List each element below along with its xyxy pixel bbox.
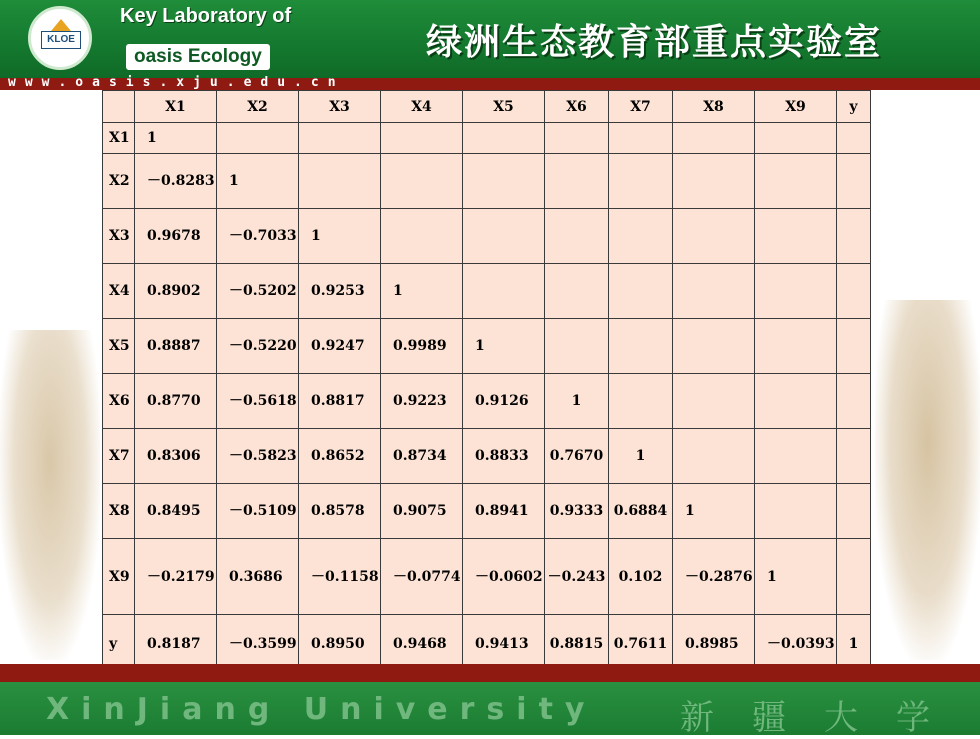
table-cell: 0.8578 <box>299 484 381 539</box>
table-cell <box>545 123 609 154</box>
table-cell: 1 <box>463 319 545 374</box>
table-cell: 0.9126 <box>463 374 545 429</box>
table-cell: －0.0393 <box>755 615 837 673</box>
table-row <box>103 319 871 374</box>
table-cell <box>837 374 871 429</box>
table-cell: 0.8950 <box>299 615 381 673</box>
row-header: X9 <box>103 539 135 615</box>
column-header: X4 <box>381 91 463 123</box>
table-cell <box>755 374 837 429</box>
table-row <box>103 484 871 539</box>
site-url: www.oasis.xju.edu.cn <box>8 75 345 90</box>
table-cell <box>837 264 871 319</box>
table-cell <box>545 154 609 209</box>
table-cell <box>673 374 755 429</box>
row-header: X6 <box>103 374 135 429</box>
table-corner-cell <box>103 91 135 123</box>
table-cell: 0.8817 <box>299 374 381 429</box>
table-cell <box>609 264 673 319</box>
table-cell: 0.9253 <box>299 264 381 319</box>
table-cell: 0.8815 <box>545 615 609 673</box>
column-header: X2 <box>217 91 299 123</box>
table-cell: 1 <box>217 154 299 209</box>
table-cell: －0.8283 <box>135 154 217 209</box>
table-cell: －0.243 <box>545 539 609 615</box>
table-cell <box>609 154 673 209</box>
table-cell: －0.5220 <box>217 319 299 374</box>
table-cell: 0.8887 <box>135 319 217 374</box>
table-cell: 0.8833 <box>463 429 545 484</box>
table-cell: 0.8770 <box>135 374 217 429</box>
row-header: X2 <box>103 154 135 209</box>
table-cell <box>609 123 673 154</box>
table-cell <box>299 123 381 154</box>
table-cell: 0.9247 <box>299 319 381 374</box>
footer-banner <box>0 682 980 738</box>
table-cell <box>755 154 837 209</box>
table-cell <box>673 319 755 374</box>
table-cell: 1 <box>609 429 673 484</box>
table-cell: 1 <box>381 264 463 319</box>
column-header: X7 <box>609 91 673 123</box>
footer-red-bar <box>0 664 980 682</box>
logo-mountain-icon <box>51 19 71 31</box>
table-cell: 1 <box>673 484 755 539</box>
university-name-en: XinJiang University <box>46 692 597 727</box>
column-header: X9 <box>755 91 837 123</box>
table-cell: 1 <box>755 539 837 615</box>
table-cell <box>381 209 463 264</box>
table-cell <box>673 429 755 484</box>
table-row <box>103 539 871 615</box>
table-cell <box>755 484 837 539</box>
table-cell <box>837 209 871 264</box>
table-cell: 0.8902 <box>135 264 217 319</box>
table-cell <box>673 264 755 319</box>
table-cell <box>755 319 837 374</box>
row-header: X8 <box>103 484 135 539</box>
table-cell: 0.9333 <box>545 484 609 539</box>
column-header: X6 <box>545 91 609 123</box>
table-cell <box>381 154 463 209</box>
row-header: X5 <box>103 319 135 374</box>
table-cell: －0.5202 <box>217 264 299 319</box>
table-cell <box>755 209 837 264</box>
table-cell <box>609 319 673 374</box>
table-row <box>103 264 871 319</box>
table-cell: －0.2876 <box>673 539 755 615</box>
column-header: X8 <box>673 91 755 123</box>
table-cell: 0.6884 <box>609 484 673 539</box>
table-cell <box>673 209 755 264</box>
table-cell: 1 <box>299 209 381 264</box>
table-row <box>103 154 871 209</box>
table-cell <box>463 154 545 209</box>
background-tree-left <box>0 330 100 660</box>
lab-title-line1: Key Laboratory of <box>120 5 292 27</box>
table-cell <box>673 123 755 154</box>
correlation-matrix-table <box>102 90 871 673</box>
row-header: y <box>103 615 135 673</box>
table-row <box>103 374 871 429</box>
table-cell <box>837 154 871 209</box>
table-cell <box>545 209 609 264</box>
table-cell: －0.5823 <box>217 429 299 484</box>
table-cell: －0.5618 <box>217 374 299 429</box>
table-cell <box>463 123 545 154</box>
table-cell <box>837 429 871 484</box>
table-cell <box>837 319 871 374</box>
table-cell: －0.2179 <box>135 539 217 615</box>
table-cell <box>837 484 871 539</box>
table-cell: 1 <box>545 374 609 429</box>
row-header: X7 <box>103 429 135 484</box>
table-cell: 0.7670 <box>545 429 609 484</box>
table-cell: 0.8306 <box>135 429 217 484</box>
table-cell <box>837 123 871 154</box>
table-cell: 0.102 <box>609 539 673 615</box>
table-cell: 0.9468 <box>381 615 463 673</box>
table-cell <box>463 264 545 319</box>
table-cell <box>609 374 673 429</box>
table-cell: －0.3599 <box>217 615 299 673</box>
table-cell: 0.8941 <box>463 484 545 539</box>
table-cell: 1 <box>135 123 217 154</box>
table-cell: 0.7611 <box>609 615 673 673</box>
table-cell: 0.9413 <box>463 615 545 673</box>
table-cell <box>463 209 545 264</box>
row-header: X4 <box>103 264 135 319</box>
table-cell: 0.8187 <box>135 615 217 673</box>
table-cell: 0.8652 <box>299 429 381 484</box>
table-cell: 0.8734 <box>381 429 463 484</box>
table-cell <box>755 264 837 319</box>
lab-title-line2: oasis Ecology <box>126 44 270 70</box>
table-row <box>103 429 871 484</box>
logo-text: KLOE <box>41 31 81 49</box>
header-banner <box>0 0 980 78</box>
table-cell: 1 <box>837 615 871 673</box>
background-tree-right <box>875 300 980 660</box>
table-cell: 0.9678 <box>135 209 217 264</box>
table-row <box>103 123 871 154</box>
row-header: X3 <box>103 209 135 264</box>
table-cell <box>381 123 463 154</box>
column-header: X1 <box>135 91 217 123</box>
column-header: X5 <box>463 91 545 123</box>
kloe-logo <box>28 6 92 70</box>
table-cell: 0.9989 <box>381 319 463 374</box>
table-cell: 0.8495 <box>135 484 217 539</box>
table-cell <box>755 123 837 154</box>
table-cell <box>299 154 381 209</box>
table-cell <box>545 319 609 374</box>
table-cell: 0.9075 <box>381 484 463 539</box>
table-cell: －0.7033 <box>217 209 299 264</box>
university-name-cn: 新疆大学 <box>680 698 968 738</box>
table-cell <box>217 123 299 154</box>
url-bar <box>0 75 980 90</box>
lab-title-chinese: 绿洲生态教育部重点实验室 <box>426 22 883 63</box>
table-cell <box>609 209 673 264</box>
row-header: X1 <box>103 123 135 154</box>
table-cell <box>673 154 755 209</box>
table-cell: －0.0774 <box>381 539 463 615</box>
table-cell: －0.5109 <box>217 484 299 539</box>
table-cell: －0.0602 <box>463 539 545 615</box>
column-header: X3 <box>299 91 381 123</box>
table-cell <box>545 264 609 319</box>
table-row <box>103 209 871 264</box>
table-cell <box>755 429 837 484</box>
table-cell: －0.1158 <box>299 539 381 615</box>
table-cell: 0.3686 <box>217 539 299 615</box>
table-cell: 0.9223 <box>381 374 463 429</box>
column-header: y <box>837 91 871 123</box>
table-cell <box>837 539 871 615</box>
table-cell: 0.8985 <box>673 615 755 673</box>
